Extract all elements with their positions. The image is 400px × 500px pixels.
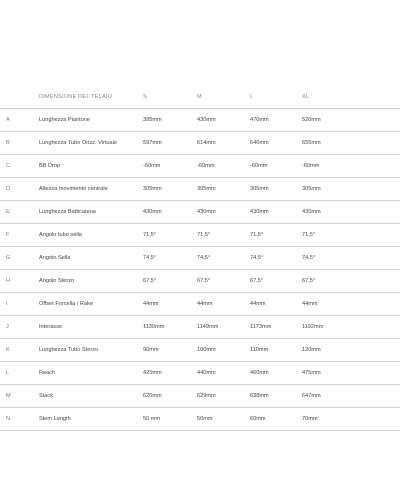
row-value-s: 597mm (143, 140, 162, 146)
row-letter: D (6, 186, 11, 192)
row-value-m: 44mm (197, 301, 213, 307)
row-value-xl: 71,5° (302, 232, 316, 238)
row-value-m: 50mm (197, 416, 213, 422)
row-measurement-name: Altezza movimento centrale (39, 186, 108, 192)
row-measurement-name: Interasse (39, 324, 63, 330)
row-value-xl: 520mm (302, 117, 321, 123)
row-measurement-name: Reach (39, 370, 56, 376)
table-row (0, 339, 400, 362)
table-row (0, 316, 400, 339)
row-measurement-name: Stack (39, 393, 53, 399)
row-letter: N (6, 416, 11, 422)
row-measurement-name: BB Drop (39, 163, 61, 169)
row-value-s: -60mm (143, 163, 161, 169)
table-row (0, 293, 400, 316)
row-value-l: 430mm (250, 209, 269, 215)
row-letter: J (6, 324, 9, 330)
row-measurement-name: Angolo tubo sella (39, 232, 82, 238)
row-value-s: 430mm (143, 209, 162, 215)
row-value-l: 44mm (250, 301, 266, 307)
row-letter: G (6, 255, 11, 261)
row-letter: F (6, 232, 10, 238)
row-value-xl: 655mm (302, 140, 321, 146)
row-value-l: 74,5° (250, 255, 264, 261)
row-value-m: 430mm (197, 117, 216, 123)
row-value-m: 100mm (197, 347, 216, 353)
table-header-row (0, 86, 400, 109)
table-row (0, 109, 400, 132)
row-measurement-name: Stem Length (39, 416, 71, 422)
header-frame-dimension: DIMENSIONE DEL TELAIO (39, 94, 113, 100)
table-row (0, 155, 400, 178)
header-size-m: M (197, 94, 202, 100)
row-value-s: 44mm (143, 301, 159, 307)
row-value-xl: 120mm (302, 347, 321, 353)
row-letter: E (6, 209, 10, 215)
row-value-m: 67,5° (197, 278, 211, 284)
table-row (0, 132, 400, 155)
row-value-l: 470mm (250, 117, 269, 123)
row-value-s: 50 mm (143, 416, 161, 422)
row-value-l: 640mm (250, 140, 269, 146)
row-value-xl: 67,5° (302, 278, 316, 284)
row-value-l: 71,5° (250, 232, 264, 238)
row-measurement-name: Lunghezza Tubo Sterzo (39, 347, 99, 353)
row-value-m: 629mm (197, 393, 216, 399)
table-row (0, 385, 400, 408)
row-value-xl: -60mm (302, 163, 320, 169)
row-value-m: 440mm (197, 370, 216, 376)
row-letter: H (6, 278, 11, 284)
row-value-l: -60mm (250, 163, 268, 169)
row-value-m: 74,5° (197, 255, 211, 261)
table-row (0, 362, 400, 385)
row-value-m: 1149mm (197, 324, 219, 330)
row-value-s: 74,5° (143, 255, 157, 261)
row-value-l: 60mm (250, 416, 266, 422)
row-value-l: 110mm (250, 347, 269, 353)
row-measurement-name: Lunghezza Tubo Orizz. Virtuale (39, 140, 117, 146)
row-value-s: 1130mm (143, 324, 165, 330)
row-value-m: 614mm (197, 140, 216, 146)
row-value-xl: 70mm (302, 416, 318, 422)
row-letter: B (6, 140, 10, 146)
row-value-s: 90mm (143, 347, 159, 353)
row-letter: A (6, 117, 10, 123)
row-value-l: 305mm (250, 186, 269, 192)
row-value-s: 71,5° (143, 232, 157, 238)
row-measurement-name: Lunghezza Piantone (39, 117, 91, 123)
row-value-l: 460mm (250, 370, 269, 376)
table-row (0, 224, 400, 247)
row-value-xl: 430mm (302, 209, 321, 215)
row-value-s: 305mm (143, 186, 162, 192)
row-letter: M (6, 393, 11, 399)
frame-geometry-table (0, 86, 400, 431)
row-value-s: 425mm (143, 370, 162, 376)
row-value-l: 1173mm (250, 324, 272, 330)
table-row (0, 201, 400, 224)
row-value-m: 71,5° (197, 232, 211, 238)
row-letter: C (6, 163, 11, 169)
row-measurement-name: Lunghezza Batticatena (39, 209, 96, 215)
row-value-s: 395mm (143, 117, 162, 123)
table-row (0, 247, 400, 270)
row-letter: I (6, 301, 8, 307)
row-value-m: 430mm (197, 209, 216, 215)
row-value-xl: 305mm (302, 186, 321, 192)
row-letter: K (6, 347, 10, 353)
table-row (0, 408, 400, 431)
row-value-s: 620mm (143, 393, 162, 399)
row-value-l: 67,5° (250, 278, 264, 284)
row-measurement-name: Angolo Sella (39, 255, 71, 261)
table-row (0, 270, 400, 293)
row-value-xl: 74,5° (302, 255, 316, 261)
row-value-xl: 647mm (302, 393, 321, 399)
row-value-xl: 44mm (302, 301, 318, 307)
header-size-s: S (143, 94, 147, 100)
row-value-m: -60mm (197, 163, 215, 169)
row-value-xl: 475mm (302, 370, 321, 376)
row-measurement-name: Offset Forcella / Rake (39, 301, 93, 307)
row-value-l: 638mm (250, 393, 269, 399)
row-measurement-name: Angolo Sterzo (39, 278, 75, 284)
header-size-xl: XL (302, 94, 310, 100)
table-row (0, 178, 400, 201)
row-value-m: 305mm (197, 186, 216, 192)
header-size-l: L (250, 94, 254, 100)
row-value-xl: 1192mm (302, 324, 324, 330)
row-letter: L (6, 370, 10, 376)
row-value-s: 67,5° (143, 278, 157, 284)
